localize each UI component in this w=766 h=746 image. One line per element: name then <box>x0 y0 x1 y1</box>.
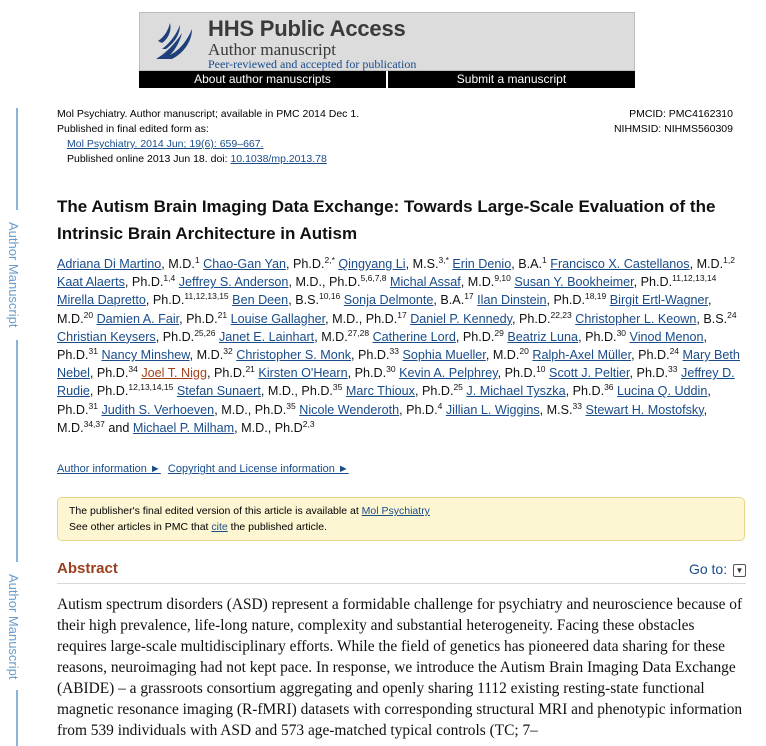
author-degree: Ph.D. <box>518 311 551 326</box>
author-affiliation-sup: 24 <box>669 345 680 356</box>
author-name-link[interactable]: Christopher S. Monk <box>236 348 352 363</box>
author-entry: Erin Denio, B.A.$^1$ <box>452 254 547 271</box>
author-affiliation-sup: 1,4 <box>163 273 176 284</box>
author-entry: Michal Assaf, M.D.$^{9,10}$ <box>390 273 511 290</box>
author-affiliation-sup: 35 <box>286 400 296 411</box>
author-name-link[interactable]: Chao-Gan Yan <box>203 257 286 271</box>
goto-menu[interactable] <box>689 561 746 577</box>
author-degree: B.S. <box>703 311 728 326</box>
hhs-eagle-logo-icon <box>152 19 200 65</box>
author-entry: Catherine Lord, Ph.D.$^{29}$ <box>372 327 504 344</box>
author-entry: Damien A. Fair, Ph.D.$^{21}$ <box>96 309 228 326</box>
cite-link[interactable]: cite <box>211 521 228 533</box>
author-degree: M.D. <box>57 420 84 435</box>
author-degree: Ph.D. <box>638 348 670 363</box>
author-name-link[interactable]: Jeffrey S. Anderson <box>178 275 289 290</box>
side-line-bottom <box>16 690 18 746</box>
author-entry: Susan Y. Bookheimer, Ph.D.$^{11,12,13,14}$ <box>514 273 717 290</box>
author-degree: Ph.D. <box>636 366 669 381</box>
author-entry: Louise Gallagher, M.D., Ph.D.$^{17}$ <box>230 309 407 326</box>
author-name-link[interactable]: Michal Assaf <box>390 275 461 290</box>
author-affiliation-sup: 33 <box>572 400 583 411</box>
author-name-link[interactable]: Janet E. Lainhart <box>218 329 315 344</box>
author-degree: Ph.D. <box>406 402 438 417</box>
author-affiliation-sup: 10,16 <box>319 291 341 302</box>
author-entry: Nicole Wenderoth, Ph.D.$^4$ <box>299 400 443 417</box>
banner-button-bar <box>139 71 635 88</box>
author-affiliation-sup: 27,28 <box>347 327 370 338</box>
author-entry: Kevin A. Pelphrey, Ph.D.$^{10}$ <box>399 364 546 381</box>
author-degree: M.D., Ph.D. <box>267 384 333 399</box>
author-entry: Chao-Gan Yan, Ph.D.$^{2,*}$ <box>203 254 335 271</box>
author-entry: Jillian L. Wiggins, M.S.$^{33}$ <box>445 400 583 417</box>
banner-header <box>139 12 635 71</box>
author-affiliation-sup: 30 <box>616 327 627 338</box>
author-degree: M.D. <box>696 257 724 271</box>
author-affiliation-sup: 25 <box>453 382 463 393</box>
author-information-link[interactable]: Author information ► <box>57 463 161 475</box>
author-name-link[interactable]: Lucina Q. Uddin <box>617 384 708 399</box>
about-manuscripts-button[interactable]: About author manuscripts <box>139 71 386 88</box>
hhs-banner <box>139 12 635 88</box>
submit-manuscript-button[interactable]: Submit a manuscript <box>386 71 635 88</box>
author-entry: Stewart H. Mostofsky, M.D.$^{34,37}$ <box>57 402 708 435</box>
notice-text: See other articles in PMC that <box>69 521 212 533</box>
copyright-license-link[interactable]: Copyright and License information ► <box>167 463 349 475</box>
author-degree: Ph.D. <box>572 384 605 399</box>
author-affiliation-sup: 31 <box>88 400 98 411</box>
author-degree: Ph.D. <box>96 366 129 381</box>
author-affiliation-sup: 32 <box>223 345 233 356</box>
author-name-link[interactable]: Louise Gallagher <box>230 311 326 326</box>
mol-psychiatry-link[interactable]: Mol Psychiatry <box>361 505 430 517</box>
author-affiliation-sup: 34 <box>128 364 138 375</box>
author-affiliation-sup: 21 <box>217 309 228 320</box>
author-entry: Daniel P. Kennedy, Ph.D.$^{22,23}$ <box>410 309 572 326</box>
author-affiliation-sup: 24 <box>727 309 737 320</box>
author-degree: Ph.D. <box>354 366 387 381</box>
pmcid: PMCID: PMC4162310 <box>629 108 733 120</box>
author-affiliation-sup: 2,3 <box>302 418 315 429</box>
author-entry: Stefan Sunaert, M.D., Ph.D.$^{35}$ <box>176 382 343 399</box>
author-entry: Scott J. Peltier, Ph.D.$^{33}$ <box>549 364 678 381</box>
author-degree: B.A. <box>440 293 465 308</box>
author-entry: Sonja Delmonte, B.A.$^{17}$ <box>343 291 474 308</box>
author-name-link[interactable]: Stefan Sunaert <box>176 384 261 399</box>
author-affiliation-sup: 10 <box>536 364 546 375</box>
author-degree: M.D., Ph.D. <box>332 311 398 326</box>
side-label-top: Author Manuscript <box>6 222 21 328</box>
author-name-link[interactable]: Stewart H. Mostofsky <box>585 402 704 417</box>
author-degree: Ph.D. <box>358 348 390 363</box>
author-entry: Birgit Ertl-Wagner, M.D.$^{20}$ <box>57 293 712 326</box>
side-label-bottom: Author Manuscript <box>6 574 21 680</box>
author-affiliation-sup: 18,19 <box>584 291 607 302</box>
author-name-link[interactable]: Marc Thioux <box>345 384 415 399</box>
author-entry: Christian Keysers, Ph.D.$^{25,26}$ <box>57 327 216 344</box>
author-degree: M.D. <box>492 348 520 363</box>
author-name-link[interactable]: Sophia Mueller <box>402 348 486 363</box>
author-entry: Lucina Q. Uddin, Ph.D.$^{31}$ <box>57 384 711 417</box>
author-affiliation-sup: 33 <box>389 345 399 356</box>
author-name-link[interactable]: Vinod Menon <box>629 329 704 344</box>
author-entry: Francisco X. Castellanos, M.D.$^{1,2}$ <box>550 254 735 271</box>
notice-text: the published article. <box>227 521 327 533</box>
author-affiliation-sup: 3,* <box>438 254 449 265</box>
author-entry: Mary Beth Nebel, Ph.D.$^{34}$ <box>57 348 740 381</box>
author-affiliation-sup: 22,23 <box>550 309 572 320</box>
author-degree: Ph.D. <box>57 402 89 417</box>
author-affiliation-sup: 20 <box>83 309 94 320</box>
author-name-link[interactable]: Nancy Minshew <box>101 348 190 363</box>
author-entry: Mirella Dapretto, Ph.D.$^{11,12,13,15}$ <box>57 291 229 308</box>
author-degree: Ph.D. <box>421 384 454 399</box>
author-name-link[interactable]: Christopher L. Keown <box>575 311 697 326</box>
author-degree: M.S. <box>412 257 439 271</box>
author-name-link[interactable]: Nicole Wenderoth <box>299 402 400 417</box>
author-name-link[interactable]: Sonja Delmonte <box>343 293 434 308</box>
author-entry: Joel T. Nigg, Ph.D.$^{21}$ <box>141 364 255 381</box>
journal-link[interactable]: Mol Psychiatry. 2014 Jun; 19(6): 659–667. <box>67 138 264 150</box>
author-degree: Ph.D. <box>96 384 129 399</box>
abstract-header <box>57 559 746 584</box>
author-degree: M.D., Ph.D <box>241 420 303 435</box>
author-list: Adriana Di Martino, M.D.$^1$ Chao-Gan Yan, Ph.D.$^{2,*}$ Qingyang Li, M.S.$^{3,*}$ Erin Denio, B.A.$^1$ Francisco X. Castellanos, M.D.$^{1,2}$ Kaat Alaerts, Ph.D.$^{1,4}$ Jeffrey S. Anderson, M.D., Ph.D.$^{5,6,7,8}$ Michal Assaf, M.D.$^{9,10}$ Susan Y. Bookheimer, Ph.D.$^{11,12,13,14}$ Mirella Dapretto, Ph.D.$^{11,12,13,15}$ Ben Deen, B.S.$^{10,16}$ Sonja Delmonte, B.A.$^{17}$ Ilan Dinstein, Ph.D.$^{18,19}$ Birgit Ertl-Wagner, M.D.$^{20}$ Damien A. Fair, Ph.D.$^{21}$ Louise Gallagher, M.D., Ph.D.$^{17}$ Daniel P. Kennedy, Ph.D.$^{22,23}$ Christopher L. Keown, B.S.$^{24}$ Christian Keysers, Ph.D.$^{25,26}$ Janet E. Lainhart, M.D.$^{27,28}$ Catherine Lord, Ph.D.$^{29}$ Beatriz Luna, Ph.D.$^{30}$ Vinod Menon, Ph.D.$^{31}$ Nancy Minshew, M.D.$^{32}$ Christopher S. Monk, Ph.D.$^{33}$ Sophia Mueller, M.D.$^{20}$ Ralph-Axel Müller, Ph.D.$^{24}$ Mary Beth Nebel, Ph.D.$^{34}$ Joel T. Nigg, Ph.D.$^{21}$ Kirsten O'Hearn, Ph.D.$^{30}$ Kevin A. Pelphrey, Ph.D.$^{10}$ Scott J. Peltier, Ph.D.$^{33}$ Jeffrey D. Rudie, Ph.D.$^{12,13,14,15}$ Stefan Sunaert, M.D., Ph.D.$^{35}$ Marc Thioux, Ph.D.$^{25}$ J. Michael Tyszka, Ph.D.$^{36}$ Lucina Q. Uddin, Ph.D.$^{31}$ Judith S. Verhoeven, M.D., Ph.D.$^{35}$ Nicole Wenderoth, Ph.D.$^4$ Jillian L. Wiggins, M.S.$^{33}$ Stewart H. Mostofsky, M.D.$^{34,37}$ and Michael P. Milham, M.D., $Ph.D^{2,3}$ <box>57 254 740 435</box>
banner-title: HHS Public Access <box>208 16 406 41</box>
author-affiliation-sup: 11,12,13,14 <box>672 273 717 284</box>
author-affiliation-sup: 1 <box>194 254 200 265</box>
author-degree: M.D. <box>168 257 195 271</box>
author-entry: Ben Deen, B.S.$^{10,16}$ <box>232 291 341 308</box>
author-affiliation-sup: 1 <box>542 254 547 265</box>
author-entry: Judith S. Verhoeven, M.D., Ph.D.$^{35}$ <box>101 400 296 417</box>
author-entry: Ralph-Axel Müller, Ph.D.$^{24}$ <box>532 345 680 363</box>
author-name-link[interactable]: Kevin A. Pelphrey <box>399 366 498 381</box>
author-name-link[interactable]: Francisco X. Castellanos <box>550 257 690 271</box>
author-name-link[interactable]: Catherine Lord <box>372 329 456 344</box>
author-affiliation-sup: 1,2 <box>723 254 735 265</box>
author-degree: Ph.D. <box>57 348 89 363</box>
author-degree: B.A. <box>518 257 543 271</box>
author-entry: Beatriz Luna, Ph.D.$^{30}$ <box>507 327 627 344</box>
citation-block <box>57 107 477 167</box>
author-name-link[interactable]: Kirsten O'Hearn <box>258 366 348 381</box>
author-affiliation-sup: 4 <box>437 400 443 411</box>
author-name-link[interactable]: Mary Beth Nebel <box>57 348 740 381</box>
author-entry: Qingyang Li, M.S.$^{3,*}$ <box>338 254 449 271</box>
side-line-middle <box>16 340 18 562</box>
author-degree: Ph.D. <box>585 329 617 344</box>
author-entry: Jeffrey S. Anderson, M.D., Ph.D.$^{5,6,7,8}$ <box>178 273 387 290</box>
author-degree: Ph.D. <box>131 275 164 290</box>
author-affiliation-sup: 20 <box>519 345 529 356</box>
author-affiliation-sup: 9,10 <box>494 273 511 284</box>
chevron-down-icon[interactable]: ▼ <box>733 564 746 577</box>
author-entry: Kirsten O'Hearn, Ph.D.$^{30}$ <box>258 364 396 381</box>
abstract-heading: Abstract <box>57 560 118 577</box>
author-affiliation-sup: 25,26 <box>194 327 216 338</box>
author-degree: Ph.D. <box>162 329 195 344</box>
author-name-link[interactable]: Joel T. Nigg <box>141 366 207 381</box>
author-name-link[interactable]: Adriana Di Martino <box>57 257 162 271</box>
banner-tagline: Peer-reviewed and accepted for publication <box>208 57 417 71</box>
author-entry: Janet E. Lainhart, M.D.$^{27,28}$ <box>218 327 370 344</box>
identifiers <box>614 107 733 137</box>
author-affiliation-sup: 17 <box>464 291 474 302</box>
author-affiliation-sup: 5,6,7,8 <box>360 273 387 284</box>
author-affiliation-sup: 30 <box>386 364 396 375</box>
author-degree: M.D. <box>196 348 224 363</box>
author-degree: Ph.D. <box>640 275 673 290</box>
author-degree: Ph.D. <box>213 366 246 381</box>
author-name-link[interactable]: Jeffrey D. Rudie <box>57 366 735 399</box>
author-name-link[interactable]: Damien A. Fair <box>96 311 180 326</box>
author-degree: M.D. <box>321 329 348 344</box>
author-affiliation-sup: 17 <box>397 309 407 320</box>
author-entry: Kaat Alaerts, Ph.D.$^{1,4}$ <box>57 273 176 290</box>
author-entry: Ilan Dinstein, Ph.D.$^{18,19}$ <box>477 291 607 308</box>
author-degree: Ph.D. <box>553 293 585 308</box>
author-degree: B.S. <box>295 293 319 308</box>
author-affiliation-sup: 34,37 <box>83 418 105 429</box>
goto-label: Go to: <box>688 561 728 577</box>
author-degree: M.D. <box>57 311 84 326</box>
author-name-link[interactable]: Ben Deen <box>232 293 289 308</box>
author-affiliation-sup: 29 <box>494 327 504 338</box>
author-name-link[interactable]: J. Michael Tyszka <box>466 384 566 399</box>
info-links <box>57 463 353 475</box>
author-name-link[interactable]: Ralph-Axel Müller <box>532 348 632 363</box>
author-name-link[interactable]: Qingyang Li <box>338 257 406 271</box>
author-degree: Ph.D. <box>186 311 218 326</box>
author-entry: Vinod Menon, Ph.D.$^{31}$ <box>57 329 708 363</box>
author-affiliation-sup: 35 <box>332 382 343 393</box>
author-degree: M.D., Ph.D. <box>221 402 287 417</box>
online-prefix: Published online 2013 Jun 18. doi: <box>67 153 231 165</box>
author-entry: Adriana Di Martino, M.D.$^1$ <box>57 254 200 271</box>
citation-line: Mol Psychiatry. Author manuscript; available in PMC 2014 Dec 1. <box>57 108 360 120</box>
author-name-link[interactable]: Erin Denio <box>452 257 512 271</box>
author-degree: Ph.D. <box>462 329 495 344</box>
article-title: The Autism Brain Imaging Data Exchange: Towards Large-Scale Evaluation of the Intrinsic Brain Architecture in Autism <box>57 197 716 243</box>
author-name-link[interactable]: Michael P. Milham <box>132 420 235 435</box>
author-entry: J. Michael Tyszka, Ph.D.$^{36}$ <box>466 382 614 399</box>
author-name-link[interactable]: Jillian L. Wiggins <box>445 402 540 417</box>
author-name-link[interactable]: Beatriz Luna <box>507 329 579 344</box>
author-name-link[interactable]: Susan Y. Bookheimer <box>514 275 634 290</box>
author-degree: Ph.D. <box>504 366 537 381</box>
author-affiliation-sup: 33 <box>668 364 678 375</box>
author-name-link[interactable]: Kaat Alaerts <box>57 275 125 290</box>
author-degree: Ph.D. <box>292 257 325 271</box>
author-affiliation-sup: 11,12,13,15 <box>184 291 229 302</box>
author-name-link[interactable]: Scott J. Peltier <box>549 366 630 381</box>
author-affiliation-sup: 2,* <box>324 254 335 265</box>
author-affiliation-sup: 12,13,14,15 <box>128 382 174 393</box>
author-entry: Sophia Mueller, M.D.$^{20}$ <box>402 345 529 363</box>
published-form-label: Published in final edited form as: <box>57 123 209 135</box>
abstract-text: Autism spectrum disorders (ASD) represent a formidable challenge for psychiatry and neuroscience because of their high prevalence, life-long nature, complexity and substantial heterogeneity. Facing these obstacles requires large-scale multidisciplinary efforts. While the field of genetics has pioneered data sharing for these reasons, neuroimaging had not kept pace. In response, we introduce the Autism Brain Imaging Data Exchange (ABIDE) – a grassroots consortium aggregating and openly sharing 1112 existing resting-state functional magnetic resonance imaging (R-fMRI) datasets with corresponding structural MRI and phenotypic information from 539 individuals with ASD and 573 age-matched typical controls (TC; 7– <box>57 596 743 739</box>
publisher-notice <box>57 497 745 541</box>
author-entry: Christopher L. Keown, B.S.$^{24}$ <box>575 309 737 326</box>
author-name-link[interactable]: Daniel P. Kennedy <box>410 311 512 326</box>
notice-text: The publisher's final edited version of this article is available at <box>69 505 362 517</box>
side-line-top <box>16 108 18 210</box>
author-name-link[interactable]: Ilan Dinstein <box>477 293 547 308</box>
author-entry: Christopher S. Monk, Ph.D.$^{33}$ <box>236 345 399 363</box>
author-entry: Michael P. Milham, M.D., $Ph.D^{2,3}$ <box>132 418 315 435</box>
author-name-link[interactable]: Birgit Ertl-Wagner <box>609 293 708 308</box>
author-degree: Ph.D. <box>152 293 185 308</box>
author-name-link[interactable]: Christian Keysers <box>57 329 156 344</box>
doi-link[interactable]: 10.1038/mp.2013.78 <box>230 153 327 165</box>
author-entry: Jeffrey D. Rudie, Ph.D.$^{12,13,14,15}$ <box>57 366 735 399</box>
author-affiliation-sup: 21 <box>245 364 255 375</box>
author-name-link[interactable]: Mirella Dapretto <box>57 293 146 308</box>
author-degree: M.D., Ph.D. <box>295 275 361 290</box>
author-entry: Marc Thioux, Ph.D.$^{25}$ <box>345 382 463 399</box>
author-affiliation-sup: 31 <box>88 345 98 356</box>
banner-subtitle: Author manuscript <box>208 40 336 59</box>
author-degree: M.D. <box>467 275 495 290</box>
author-entry: Nancy Minshew, M.D.$^{32}$ <box>101 345 233 363</box>
author-name-link[interactable]: Judith S. Verhoeven <box>101 402 215 417</box>
nihmsid: NIHMSID: NIHMS560309 <box>613 123 733 135</box>
author-affiliation-sup: 36 <box>604 382 614 393</box>
author-degree: M.S. <box>546 402 573 417</box>
